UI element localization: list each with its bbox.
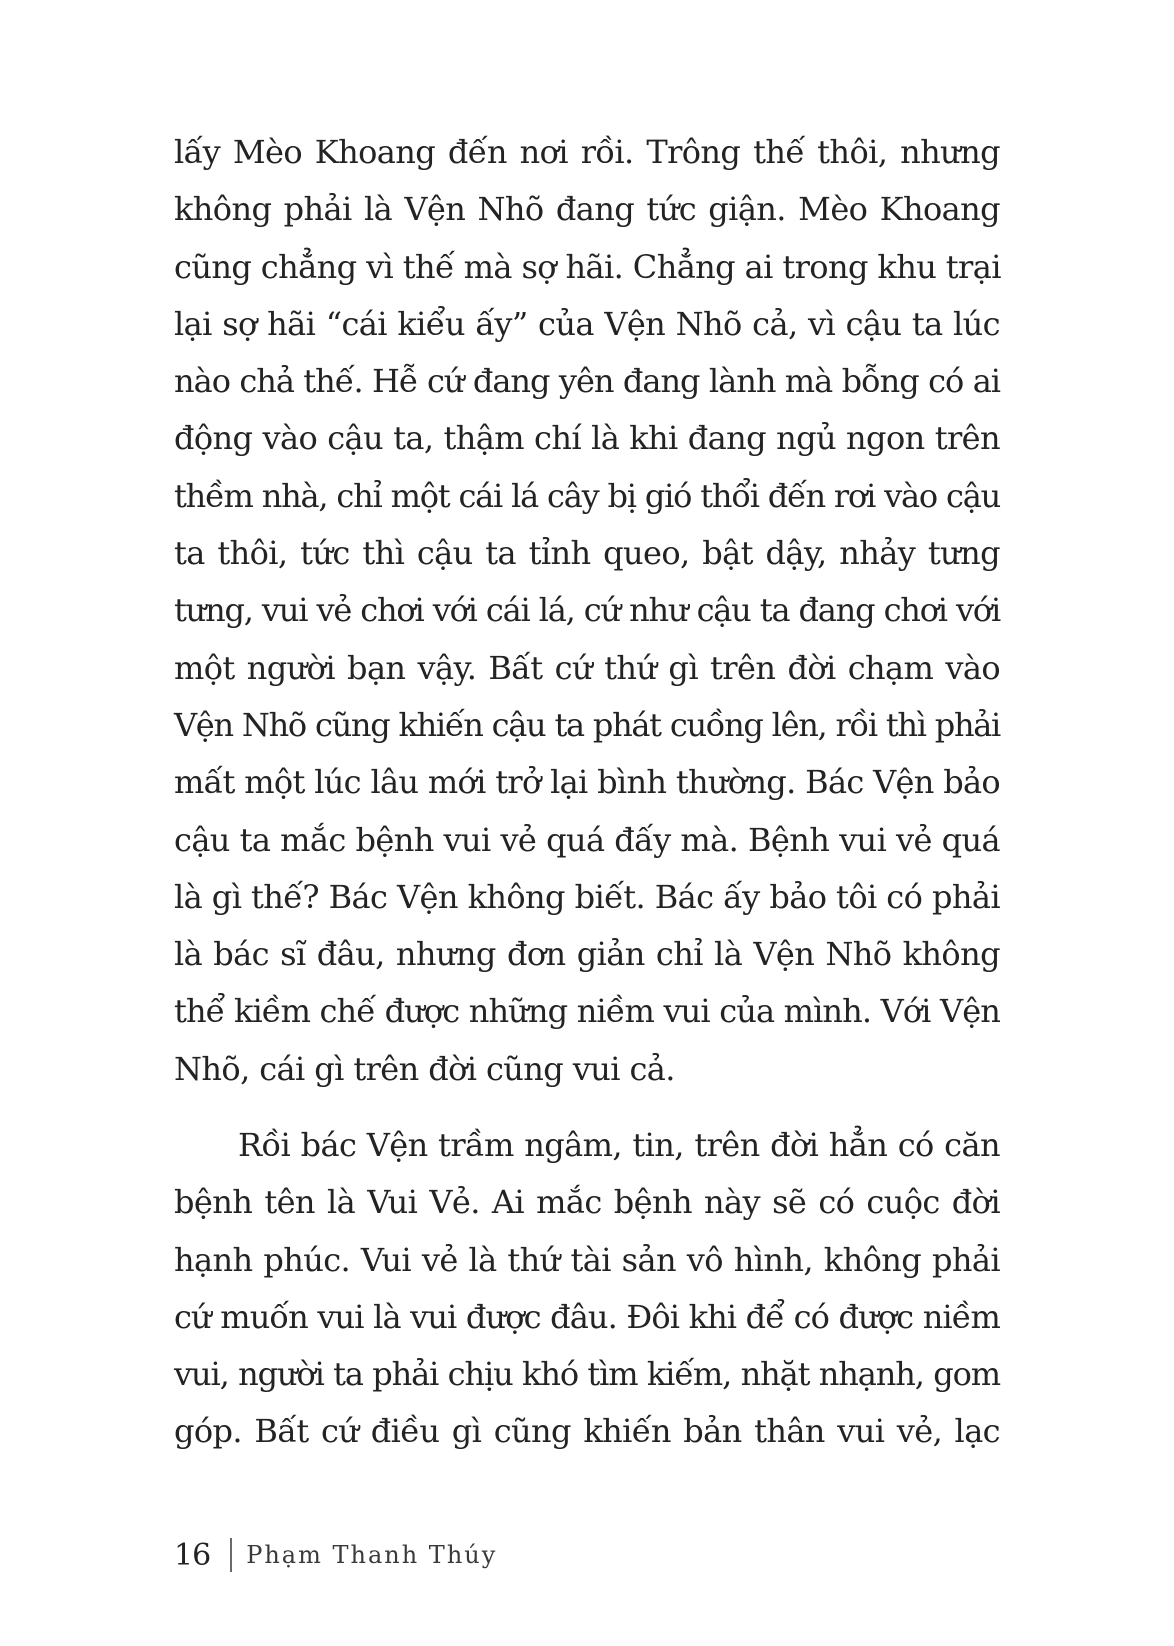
text-line: góp. Bất cứ điều gì cũng khiến bản thân vui vẻ, lạc — [174, 1412, 1000, 1451]
paragraph-1 — [174, 124, 1000, 1098]
text-line: thềm nhà, chỉ một cái lá cây bị gió thổi đến rơi vào cậu — [174, 476, 1000, 515]
text-line: mất một lúc lâu mới trở lại bình thường. Bác Vện bảo — [174, 763, 1000, 802]
text-line: nào chả thế. Hễ cứ đang yên đang lành mà bỗng có ai — [174, 362, 1000, 401]
text-line: Nhõ, cái gì trên đời cũng vui cả. — [174, 1049, 675, 1088]
page-number: 16 — [174, 1537, 211, 1573]
text-line: cứ muốn vui là vui được đâu. Đôi khi để có được niềm — [174, 1297, 1000, 1336]
text-line: là bác sĩ đâu, nhưng đơn giản chỉ là Vện Nhõ không — [174, 935, 1000, 974]
text-line: Vện Nhõ cũng khiến cậu ta phát cuồng lên, rồi thì phải — [174, 705, 1000, 744]
text-line: lấy Mèo Khoang đến nơi rồi. Trông thế thôi, nhưng — [174, 133, 1000, 171]
footer-divider — [230, 1538, 232, 1572]
text-line: không phải là Vện Nhõ đang tức giận. Mèo Khoang — [174, 190, 1000, 229]
text-line: Rồi bác Vện trầm ngâm, tin, trên đời hẳn có căn — [238, 1126, 1000, 1164]
text-line: động vào cậu ta, thậm chí là khi đang ngủ ngon trên — [174, 419, 1000, 458]
text-line: ta thôi, tức thì cậu ta tỉnh queo, bật dậy, nhảy tưng — [174, 534, 1000, 573]
text-line: lại sợ hãi “cái kiểu ấy” của Vện Nhõ cả, vì cậu ta lúc — [174, 304, 1000, 343]
text-line: vui, người ta phải chịu khó tìm kiếm, nhặt nhạnh, gom — [174, 1355, 1000, 1394]
text-line: một người bạn vậy. Bất cứ thứ gì trên đời chạm vào — [174, 648, 1000, 687]
text-line: cũng chẳng vì thế mà sợ hãi. Chẳng ai trong khu trại — [174, 247, 1001, 286]
text-line: bệnh tên là Vui Vẻ. Ai mắc bệnh này sẽ có cuộc đời — [174, 1183, 1000, 1222]
text-line: cậu ta mắc bệnh vui vẻ quá đấy mà. Bệnh vui vẻ quá — [174, 820, 1000, 859]
page-footer — [174, 1533, 497, 1577]
paragraph-2 — [174, 1117, 1000, 1461]
text-line: tưng, vui vẻ chơi với cái lá, cứ như cậu ta đang chơi với — [174, 591, 1000, 630]
text-line: hạnh phúc. Vui vẻ là thứ tài sản vô hình, không phải — [174, 1240, 1000, 1279]
text-line: là gì thế? Bác Vện không biết. Bác ấy bảo tôi có phải — [174, 877, 1000, 916]
author-name: Phạm Thanh Thúy — [246, 1541, 498, 1569]
text-line: thể kiềm chế được những niềm vui của mình. Với Vện — [174, 992, 1000, 1031]
